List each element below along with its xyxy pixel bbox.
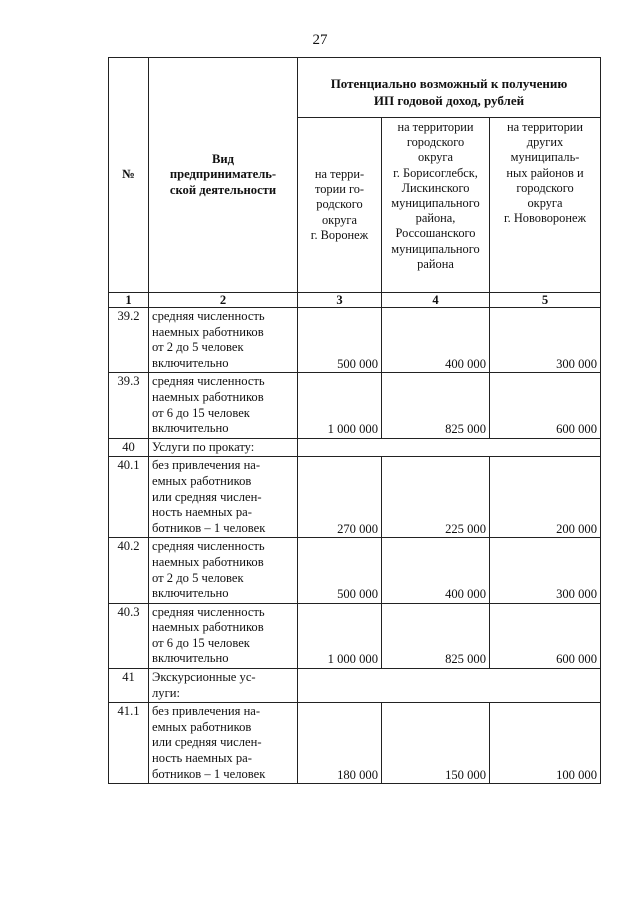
header-col4: на территории городского округа г. Борисоглебск, Лискинского муниципального района, Россошанского муниципального района: [382, 118, 490, 293]
row-number: 40.1: [109, 457, 149, 538]
table-row-section: [109, 669, 601, 703]
row-value-other: 600 000: [490, 603, 601, 668]
row-value-voronezh: 1 000 000: [298, 603, 382, 668]
row-activity: Услуги по прокату:: [149, 438, 298, 457]
table-row: [109, 308, 601, 373]
row-value-voronezh: 500 000: [298, 308, 382, 373]
row-empty-values: [298, 438, 601, 457]
row-value-borisoglebsk: 150 000: [382, 703, 490, 784]
column-number: 4: [382, 293, 490, 308]
row-empty-values: [298, 669, 601, 703]
row-value-other: 100 000: [490, 703, 601, 784]
table-row: [109, 373, 601, 438]
row-value-voronezh: 1 000 000: [298, 373, 382, 438]
header-income-group: Потенциально возможный к получению ИП годовой доход, рублей: [298, 58, 601, 118]
row-number: 41: [109, 669, 149, 703]
row-number: 41.1: [109, 703, 149, 784]
page-number: 27: [312, 32, 328, 48]
row-number: 40.3: [109, 603, 149, 668]
column-number: 5: [490, 293, 601, 308]
row-number: 39.2: [109, 308, 149, 373]
table-row: [109, 703, 601, 784]
income-table: [108, 57, 601, 784]
row-number: 39.3: [109, 373, 149, 438]
table-row: [109, 538, 601, 603]
row-activity: без привлечения на- емных работников или средняя числен- ность наемных ра- ботников – 1 человек: [149, 457, 298, 538]
row-value-other: 300 000: [490, 538, 601, 603]
row-value-borisoglebsk: 400 000: [382, 538, 490, 603]
row-value-borisoglebsk: 400 000: [382, 308, 490, 373]
row-activity: средняя численность наемных работников от 2 до 5 человек включительно: [149, 538, 298, 603]
row-activity: без привлечения на- емных работников или средняя числен- ность наемных ра- ботников – 1 человек: [149, 703, 298, 784]
row-value-other: 300 000: [490, 308, 601, 373]
header-col3: на терри- тории го- родского округа г. Воронеж: [298, 118, 382, 293]
row-value-borisoglebsk: 825 000: [382, 603, 490, 668]
column-number: 2: [149, 293, 298, 308]
table-row-section: [109, 438, 601, 457]
table-row: [109, 603, 601, 668]
column-number: 3: [298, 293, 382, 308]
row-value-voronezh: 500 000: [298, 538, 382, 603]
row-number: 40.2: [109, 538, 149, 603]
row-value-other: 600 000: [490, 373, 601, 438]
row-value-voronezh: 270 000: [298, 457, 382, 538]
row-activity: средняя численность наемных работников от 6 до 15 человек включительно: [149, 373, 298, 438]
row-activity: средняя численность наемных работников от 2 до 5 человек включительно: [149, 308, 298, 373]
row-value-other: 200 000: [490, 457, 601, 538]
row-value-borisoglebsk: 225 000: [382, 457, 490, 538]
table-row: [109, 457, 601, 538]
row-value-borisoglebsk: 825 000: [382, 373, 490, 438]
row-activity: средняя численность наемных работников от 6 до 15 человек включительно: [149, 603, 298, 668]
row-number: 40: [109, 438, 149, 457]
column-number-row: [109, 293, 601, 308]
header-col5: на территории других муниципаль- ных районов и городского округа г. Нововоронеж: [490, 118, 601, 293]
row-activity: Экскурсионные ус- луги:: [149, 669, 298, 703]
column-number: 1: [109, 293, 149, 308]
header-row-1: [109, 58, 601, 118]
header-no: №: [109, 58, 149, 293]
header-activity: Вид предприниматель- ской деятельности: [149, 58, 298, 293]
row-value-voronezh: 180 000: [298, 703, 382, 784]
